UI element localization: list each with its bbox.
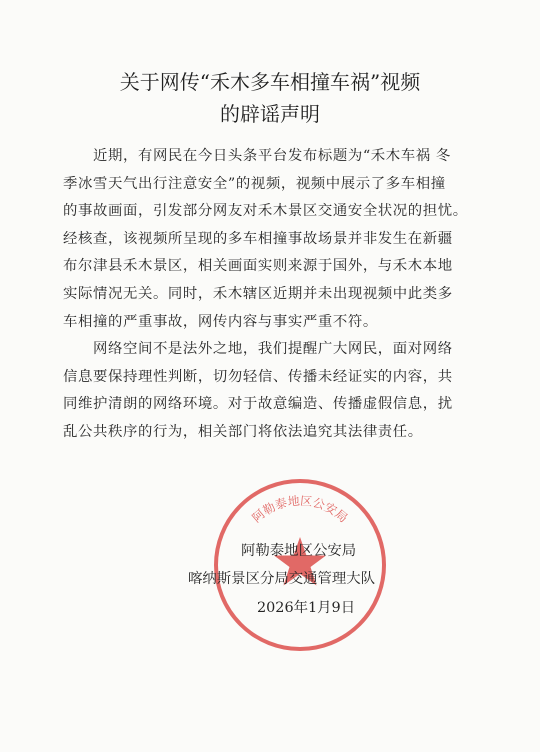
- title-line-1: 关于网传“禾木多车相撞车祸”视频: [119, 70, 421, 94]
- body-line: 的事故画面，引发部分网友对禾木景区交通安全状况的担忧。: [63, 203, 468, 220]
- body-line: 乱公共秩序的行为，相关部门将依法追究其法律责任。: [63, 423, 423, 440]
- document-title: [0, 66, 540, 130]
- body-line: 实际情况无关。同时，禾木辖区近期并未出现视频中此类多: [63, 285, 453, 302]
- body-line: 季冰雪天气出行注意安全”的视频，视频中展示了多车相撞: [63, 175, 446, 192]
- body-line: 信息要保持理性判断，切勿轻信、传播未经证实的内容，共: [63, 368, 453, 385]
- body-line: 布尔津县禾木景区，相关画面实则来源于国外，与禾木本地: [63, 258, 453, 275]
- body-line: 同维护清朗的网络环境。对于故意编造、传播虚假信息，扰: [63, 396, 453, 413]
- title-line-2: 的辟谣声明: [220, 102, 320, 126]
- signature-org-2: 喀纳斯景区分局交通管理大队: [188, 571, 376, 587]
- document-body: [63, 143, 473, 447]
- paragraph-2: [63, 336, 473, 446]
- paragraph-1: [63, 143, 473, 336]
- body-line: 车相撞的严重事故，网传内容与事实严重不符。: [63, 313, 378, 330]
- seal-arc-text: 阿勒泰地区公安局: [249, 493, 351, 526]
- signature-org-1: 阿勒泰地区公安局: [241, 543, 357, 559]
- body-line: 经核查，该视频所呈现的多车相撞事故场景并非发生在新疆: [63, 230, 453, 247]
- body-line: 近期，有网民在今日头条平台发布标题为“禾木车祸 冬: [63, 148, 451, 164]
- body-line: 网络空间不是法外之地，我们提醒广大网民，面对网络: [63, 341, 453, 358]
- signature-date: 2026年1月9日: [257, 600, 356, 616]
